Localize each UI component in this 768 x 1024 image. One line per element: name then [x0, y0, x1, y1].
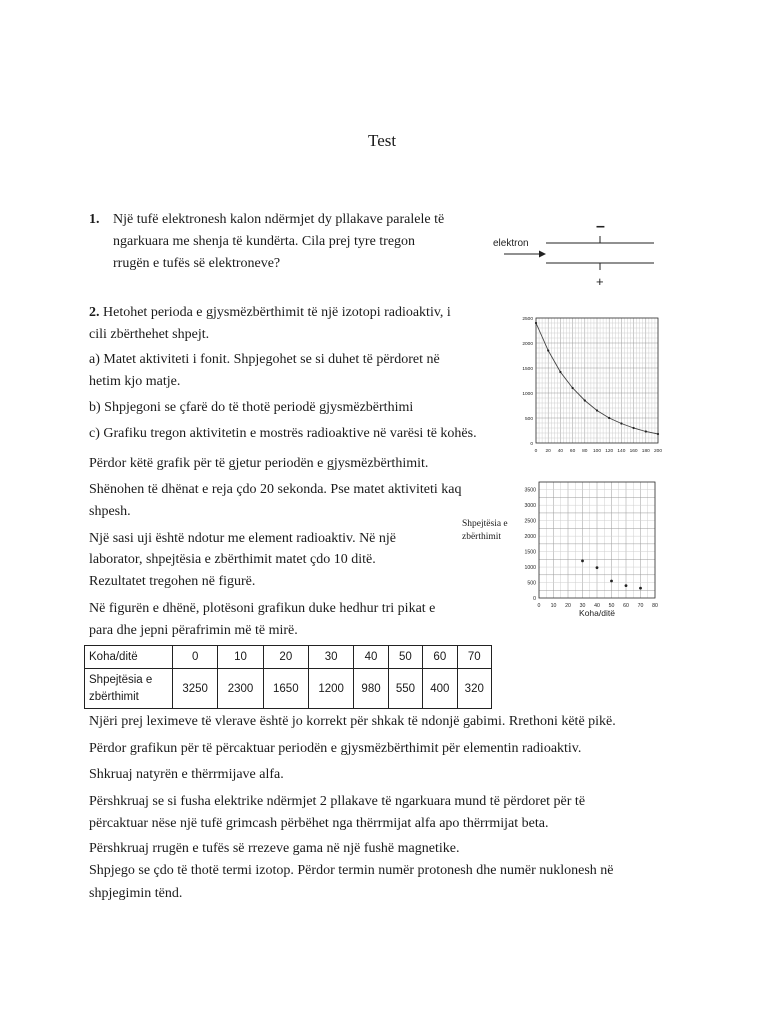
y-tick-label: 2000	[522, 342, 533, 347]
table-cell: 70	[457, 646, 491, 669]
x-tick-label: 70	[637, 603, 644, 609]
data-table	[84, 645, 492, 709]
x-tick-label: 180	[641, 449, 650, 454]
question-line: Shpjego se çdo të thotë termi izotop. Përdor termin numër protonesh dhe numër nuklonesh në	[89, 863, 614, 878]
data-point	[581, 559, 584, 562]
x-tick-label: 30	[579, 603, 586, 609]
q2-line: para dhe jepni përafrimin më të mirë.	[89, 623, 298, 638]
x-tick-label: 80	[652, 603, 658, 609]
table-header-rate: Shpejtësia e zbërthimit	[85, 669, 173, 709]
q2-line: Një sasi uji është ndotur me element radioaktiv. Në një	[89, 531, 397, 546]
y-tick-label: 2500	[522, 317, 533, 322]
data-point	[608, 417, 610, 419]
positive-sign: +	[596, 274, 604, 289]
y-tick-label: 1000	[522, 392, 533, 397]
table-cell: 20	[263, 646, 308, 669]
data-point	[535, 322, 537, 324]
y-tick-label: 1000	[524, 565, 536, 572]
x-tick-label: 20	[565, 603, 571, 609]
y-tick-label: 1500	[524, 549, 536, 556]
q2-line: c) Grafiku tregon aktivitetin e mostrës radioaktive në varësi të kohës.	[89, 426, 477, 441]
question-line: Përdor grafikun për të përcaktuar periodën e gjysmëzbërthimit për elementin radioaktiv.	[89, 741, 582, 756]
table-cell: 400	[423, 669, 457, 709]
y-tick-label: 0	[533, 596, 536, 602]
x-tick-label: 60	[623, 603, 629, 609]
x-tick-label: 200	[653, 449, 663, 454]
y-tick-label: 2500	[524, 518, 536, 525]
y-tick-label: 1500	[522, 367, 533, 372]
table-cell: 3250	[173, 669, 218, 709]
plates-diagram	[490, 215, 670, 295]
question-line: Përshkruaj se si fusha elektrike ndërmjet 2 pllakave të ngarkuara mund të përdoret për të	[89, 794, 586, 809]
data-point	[610, 580, 613, 583]
q2-line: hetim kjo matje.	[89, 374, 181, 389]
activity-chart	[510, 308, 668, 460]
y-tick-label: 500	[527, 580, 536, 587]
table-cell: 550	[388, 669, 422, 709]
table-cell: 1650	[263, 669, 308, 709]
q2-line: shpesh.	[89, 504, 131, 519]
x-tick-label: 10	[550, 603, 557, 609]
data-point	[620, 422, 622, 424]
data-point	[645, 430, 647, 432]
q2-line: Në figurën e dhënë, plotësoni grafikun duke hedhur tri pikat e	[89, 601, 436, 616]
question-line: përcaktuar nëse një tufë grimcash përbëhet nga thërrmijat alfa apo thërrmijat beta.	[89, 816, 549, 831]
data-point	[596, 409, 598, 411]
q2-line: Rezultatet tregohen në figurë.	[89, 574, 256, 589]
y-tick-label: 500	[524, 417, 533, 422]
x-tick-label: 100	[592, 449, 602, 454]
question-line: Përshkruaj rrugën e tufës së rrezeve gama në një fushë magnetike.	[89, 841, 460, 856]
x-tick-label: 60	[569, 449, 576, 454]
x-tick-label: 50	[608, 603, 615, 609]
data-point	[657, 433, 659, 435]
x-tick-label: 140	[617, 449, 626, 454]
y-tick-label: 0	[530, 442, 533, 447]
x-tick-label: 0	[537, 603, 541, 609]
data-point	[584, 399, 586, 401]
chart2-ylabel: Shpejtësia e zbërthimit	[462, 519, 508, 542]
y-tick-label: 2000	[524, 534, 536, 541]
question-line: Shkruaj natyrën e thërrmijave alfa.	[89, 767, 284, 782]
q2-line: cili zbërthehet shpejt.	[89, 327, 210, 342]
q2-line: Hetohet perioda e gjysmëzbërthimit të një izotopi radioaktiv, i	[103, 305, 451, 320]
q2-line: Shënohen të dhënat e reja çdo 20 sekonda. Pse matet aktiviteti kaq	[89, 482, 462, 497]
x-tick-label: 40	[557, 449, 564, 454]
negative-sign: –	[596, 218, 605, 235]
table-cell: 0	[173, 646, 218, 669]
electron-label: elektron	[493, 238, 529, 249]
table-cell: 50	[388, 646, 422, 669]
x-tick-label: 80	[582, 449, 588, 454]
y-tick-label: 3500	[524, 487, 536, 494]
data-point	[625, 584, 628, 587]
table-header-time: Koha/ditë	[85, 646, 173, 669]
chart2-xlabel: Koha/ditë	[579, 608, 615, 618]
q2-line: b) Shpjegoni se çfarë do të thotë periodë gjysmëzbërthimi	[89, 400, 414, 415]
q2-line: laborator, shpejtësia e zbërthimit matet çdo 10 ditë.	[89, 552, 376, 567]
data-point	[596, 566, 599, 569]
q2-number: 2.	[89, 305, 100, 320]
q1-line: rrugën e tufës së elektroneve?	[113, 256, 281, 271]
y-tick-label: 3000	[524, 503, 536, 510]
table-cell: 980	[354, 669, 388, 709]
x-tick-label: 120	[605, 449, 614, 454]
table-cell: 320	[457, 669, 491, 709]
q1-number: 1.	[89, 212, 100, 227]
q1-line: Një tufë elektronesh kalon ndërmjet dy pllakave paralele të	[113, 212, 445, 227]
x-tick-label: 20	[545, 449, 551, 454]
table-cell: 10	[218, 646, 263, 669]
page-title: Test	[368, 131, 397, 150]
decay-rate-chart	[515, 476, 665, 622]
q2-line: a) Matet aktiviteti i fonit. Shpjegohet se si duhet të përdoret në	[89, 352, 440, 367]
table-cell: 60	[423, 646, 457, 669]
x-tick-label: 40	[594, 603, 600, 609]
table-cell: 2300	[218, 669, 263, 709]
table-row	[85, 669, 492, 709]
data-point	[633, 427, 635, 429]
data-point	[639, 587, 642, 590]
data-point	[559, 371, 561, 373]
q1-line: ngarkuara me shenja të kundërta. Cila prej tyre tregon	[113, 234, 416, 249]
table-row	[85, 646, 492, 669]
question-line: shpjegimin tënd.	[89, 886, 183, 901]
table-cell: 40	[354, 646, 388, 669]
data-point	[572, 387, 574, 389]
q2-line: Përdor këtë grafik për të gjetur periodën e gjysmëzbërthimit.	[89, 456, 429, 471]
data-point	[547, 349, 549, 351]
x-tick-label: 0	[534, 449, 538, 454]
table-cell: 30	[308, 646, 353, 669]
x-tick-label: 160	[629, 449, 638, 454]
question-line: Njëri prej leximeve të vlerave është jo korrekt për shkak të ndonjë gabimi. Rrethoni këtë pikë.	[89, 714, 616, 729]
table-cell: 1200	[308, 669, 353, 709]
